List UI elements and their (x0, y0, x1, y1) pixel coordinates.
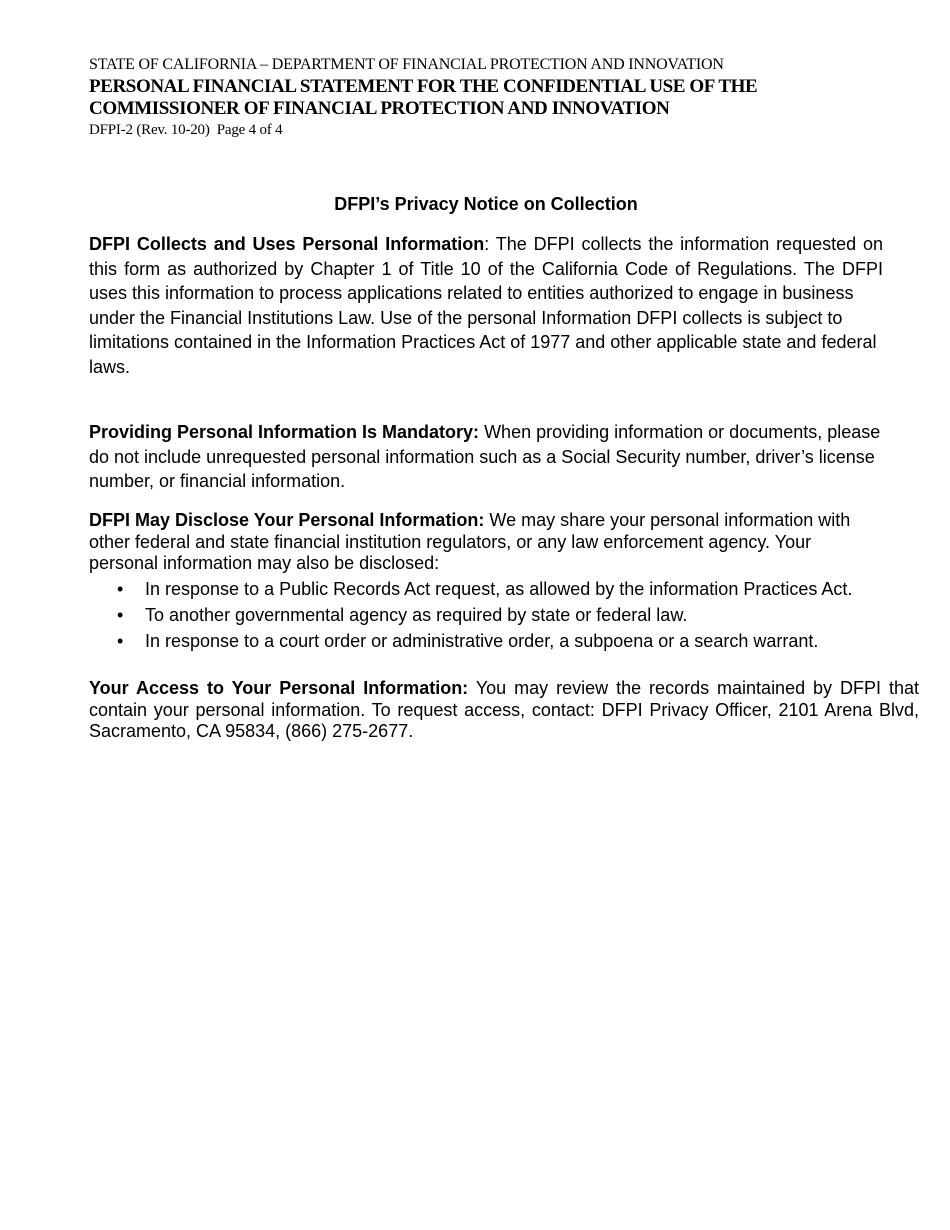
disclosure-bullet-list (89, 576, 919, 654)
form-id: DFPI-2 (Rev. 10-20) (89, 122, 210, 138)
mandatory-heading: Providing Personal Information Is Mandatory: (89, 422, 480, 442)
form-id-line (89, 121, 889, 139)
list-item: • To another governmental agency as required by state or federal law. (89, 602, 919, 628)
access-heading: Your Access to Your Personal Information: (89, 678, 469, 698)
bullet-icon: • (117, 631, 124, 651)
form-title-line-2: COMMISSIONER OF FINANCIAL PROTECTION AND INNOVATION (89, 98, 670, 119)
access-paragraph (89, 678, 919, 743)
mandatory-paragraph (89, 420, 883, 494)
disclose-paragraph (89, 510, 883, 575)
list-item: • In response to a Public Records Act request, as allowed by the information Practices Act. (89, 576, 919, 602)
collects-uses-paragraph (89, 232, 883, 379)
list-item: • In response to a court order or administrative order, a subpoena or a search warrant. (89, 628, 919, 654)
collects-uses-text-continued: under the Financial Institutions Law. Use of the personal Information DFPI collects is subject to limitations contained in the Information Practices Act of 1977 and other applicable state and federal laws. (89, 307, 877, 377)
privacy-notice-title: DFPI’s Privacy Notice on Collection (334, 194, 638, 214)
agency-header: STATE OF CALIFORNIA – DEPARTMENT OF FINANCIAL PROTECTION AND INNOVATION (89, 56, 724, 73)
disclose-heading: DFPI May Disclose Your Personal Information: (89, 510, 485, 530)
disclose-text: We may share your personal information with other federal and state financial institution regulators, or any law enforcement agency. Your personal information may also be disclosed: (89, 510, 851, 573)
form-title-line-1: PERSONAL FINANCIAL STATEMENT FOR THE CONFIDENTIAL USE OF THE (89, 76, 758, 97)
collects-uses-text: : The DFPI collects the information requested on this form as authorized by Chapter 1 of Title 10 of the California Code of Regulations. The DFPI uses this information to process applications related to entities authorized to engage in business (89, 234, 883, 303)
page-number: Page 4 of 4 (216, 122, 283, 138)
bullet-icon: • (117, 605, 124, 625)
access-text: You may review the records maintained by DFPI that contain your personal information. To request access, contact: DFPI Privacy Officer, 2101 Arena Blvd, Sacramento, CA 95834, (866) 275-2677. (89, 678, 919, 741)
collects-uses-heading: DFPI Collects and Uses Personal Information (89, 234, 485, 254)
mandatory-text: When providing information or documents, please do not include unrequested personal information such as a Social Security number, driver’s license number, or financial information. (89, 422, 881, 491)
bullet-icon: • (117, 579, 124, 599)
